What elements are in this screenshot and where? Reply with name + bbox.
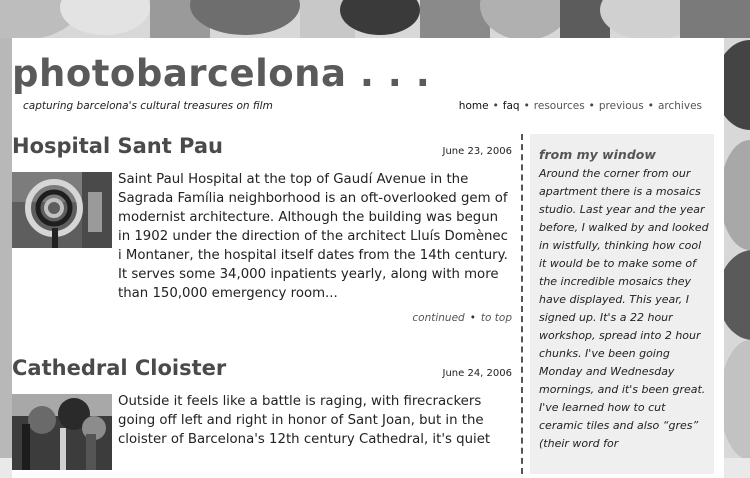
link-separator: • [469,312,476,324]
nav-archives-link[interactable]: archives [657,100,702,112]
post-excerpt: Saint Paul Hospital at the top of Gaudí Avenue in the Sagrada Família neighborhood is an oft-overlooked gem of modernist architecture. Although the building was begun in 1902 under the direction of the architect Lluís Domènec i Montaner, the hospital itself dates from the 14th century. It serves some 34,000 inpatients yearly, along with more than 150,000 emergency room... [118,172,508,301]
post-thumbnail-image[interactable] [12,394,112,470]
post-title[interactable]: Cathedral Cloister [12,356,227,380]
post-links [412,312,512,324]
to-top-link[interactable]: to top [480,312,512,324]
nav-resources-link[interactable]: resources [533,100,585,112]
nav-previous-link[interactable]: previous [598,100,644,112]
sidebar-text: Around the corner from our apartment there is a mosaics studio. Last year and the year before, I walked by and looked in wistfully, thinking how cool it would be to make some of the incredible mosaics they have displayed. This year, I signed up. It's a 22 hour workshop, spread into 2 hour chunks. I've been going Monday and Wednesday mornings, and it's been great. I've learned how to cut ceramic tiles and also “gres” (their word for [539,167,709,450]
sidebar-title: from my window [539,147,656,162]
continued-link[interactable]: continued [412,312,465,324]
nav-separator: • [588,100,595,112]
post-title[interactable]: Hospital Sant Pau [12,134,223,158]
main-nav [459,100,702,112]
nav-home-link[interactable]: home [458,100,489,112]
nav-separator: • [647,100,654,112]
sidebar [530,134,714,474]
column-divider [521,134,523,474]
site-tagline: capturing barcelona's cultural treasures on film [23,100,273,112]
nav-separator: • [523,100,530,112]
nav-separator: • [492,100,499,112]
post-date: June 23, 2006 [442,146,512,157]
site-title[interactable]: photobarcelona . . . [12,52,431,95]
post-date: June 24, 2006 [442,368,512,379]
page-container [12,38,724,478]
post-thumbnail-image[interactable] [12,172,112,248]
nav-faq-link[interactable]: faq [502,100,520,112]
post-excerpt: Outside it feels like a battle is raging, with firecrackers going off left and right in honor of Sant Joan, but in the cloister of Barcelona's 12th century Cathedral, it's quiet [118,394,491,447]
